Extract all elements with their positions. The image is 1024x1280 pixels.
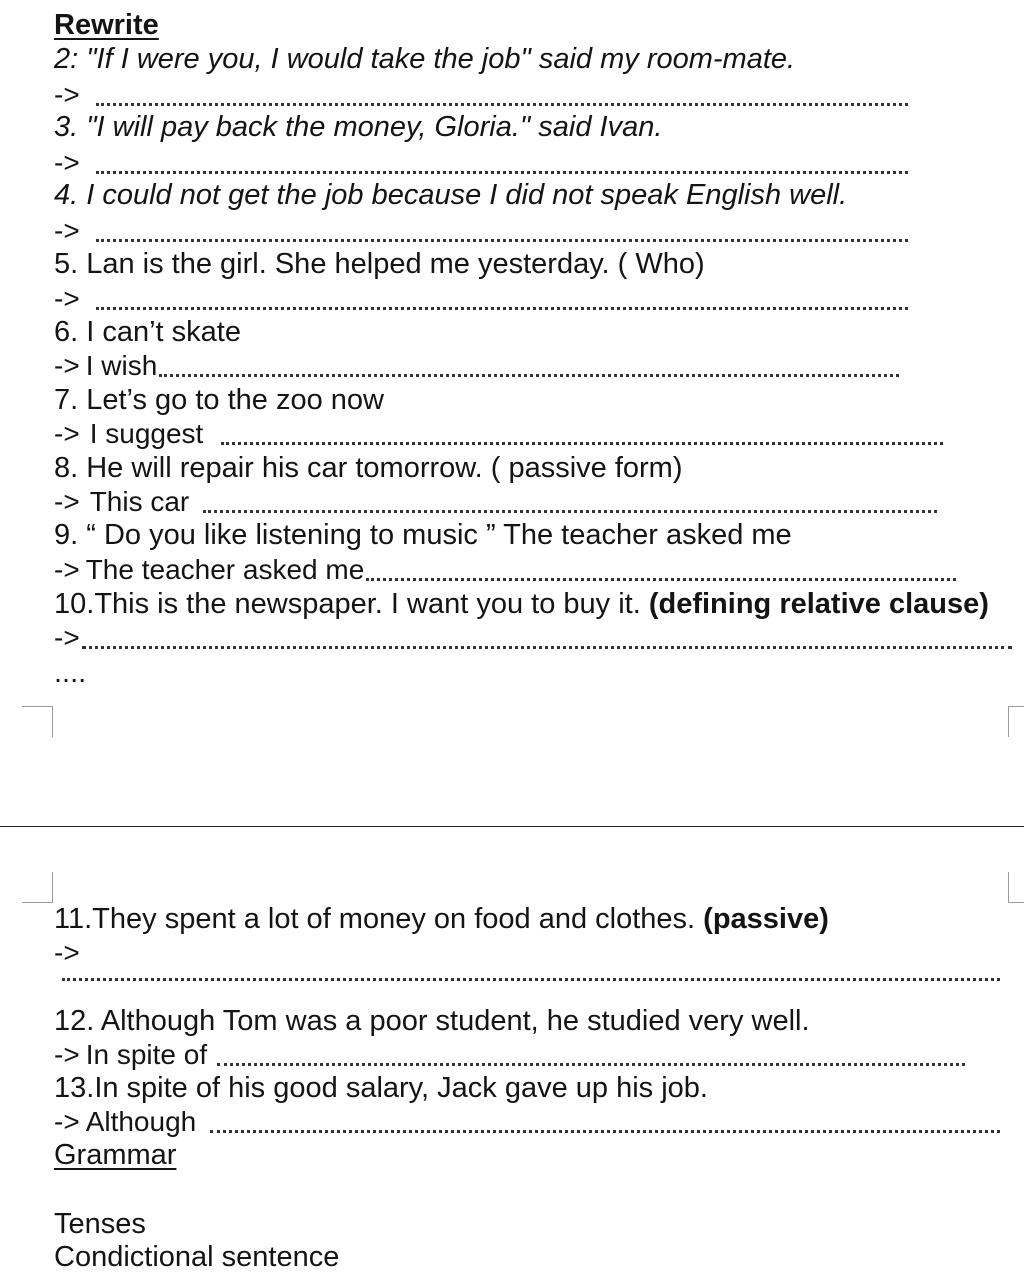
answer-line-11[interactable] (54, 936, 80, 970)
grammar-topic-conditional: Condictional sentence (54, 1241, 340, 1273)
page-separator (0, 826, 1024, 827)
answer-line-10[interactable] (54, 621, 1012, 655)
question-note: (defining relative clause) (648, 588, 989, 620)
section-heading: Rewrite (54, 9, 159, 41)
question-2: 2: "If I were you, I would take the job" said my room-mate. (54, 43, 796, 75)
arrow: -> (54, 554, 80, 585)
answer-prefix: This car (89, 486, 190, 517)
answer-blank[interactable] (62, 974, 1000, 981)
answer-line-6[interactable] (54, 349, 899, 383)
answer-line-4[interactable] (54, 214, 908, 248)
answer-blank[interactable] (217, 1059, 965, 1066)
arrow: -> (54, 1106, 80, 1137)
answer-prefix: The teacher asked me (85, 554, 365, 585)
answer-blank[interactable] (96, 303, 908, 310)
grammar-heading: Grammar (54, 1139, 177, 1171)
page-corner-mark (22, 706, 53, 737)
page-corner-mark (1008, 872, 1024, 903)
answer-blank[interactable] (96, 167, 908, 174)
question-text: 10.This is the newspaper. I want you to buy it. (54, 588, 641, 620)
question-12: 12. Although Tom was a poor student, he studied very well. (54, 1005, 810, 1037)
question-11 (54, 902, 829, 936)
question-10 (54, 587, 989, 621)
question-13: 13.In spite of his good salary, Jack gave up his job. (54, 1072, 708, 1104)
answer-blank[interactable] (96, 235, 908, 242)
question-5: 5. Lan is the girl. She helped me yesterday. ( Who) (54, 248, 705, 280)
arrow: -> (54, 215, 80, 246)
answer-blank[interactable] (203, 506, 937, 513)
answer-blank[interactable] (96, 99, 908, 106)
question-8: 8. He will repair his car tomorrow. ( passive form) (54, 452, 683, 484)
arrow: -> (54, 147, 80, 178)
answer-line-8[interactable] (54, 485, 937, 519)
answer-blank[interactable] (159, 370, 899, 377)
answer-blank[interactable] (210, 1126, 1000, 1133)
answer-line-13[interactable] (54, 1105, 1000, 1139)
question-9: 9. “ Do you like listening to music ” The teacher asked me (54, 519, 792, 551)
answer-line-3[interactable] (54, 146, 908, 180)
arrow: -> (54, 350, 80, 381)
answer-prefix: I suggest (89, 418, 204, 449)
arrow: -> (54, 79, 80, 110)
question-6: 6. I can’t skate (54, 316, 241, 348)
answer-line-2[interactable] (54, 78, 908, 112)
answer-prefix: Although (85, 1106, 197, 1137)
page-corner-mark (22, 872, 53, 903)
answer-blank[interactable] (221, 438, 943, 445)
arrow: -> (54, 622, 80, 653)
arrow: -> (54, 283, 80, 314)
arrow: -> (54, 418, 80, 449)
question-4: 4. I could not get the job because I did not speak English well. (54, 179, 848, 211)
arrow: -> (54, 486, 80, 517)
answer-line-9[interactable] (54, 553, 956, 587)
question-7: 7. Let’s go to the zoo now (54, 384, 384, 416)
page-corner-mark (1008, 706, 1024, 737)
grammar-topic-tenses: Tenses (54, 1208, 146, 1240)
answer-line-7[interactable] (54, 417, 943, 451)
answer-blank[interactable] (366, 574, 956, 581)
question-3: 3. "I will pay back the money, Gloria." said Ivan. (54, 111, 663, 143)
answer-prefix: In spite of (85, 1039, 208, 1070)
question-text: 11.They spent a lot of money on food and clothes. (54, 903, 696, 935)
arrow: -> (54, 1039, 80, 1070)
answer-line-12[interactable] (54, 1038, 965, 1072)
answer-line-5[interactable] (54, 282, 908, 316)
arrow: -> (54, 937, 80, 968)
answer-line-11-blank[interactable] (62, 972, 1000, 979)
ellipsis: .... (54, 657, 87, 689)
question-note: (passive) (703, 903, 829, 935)
answer-blank[interactable] (82, 642, 1012, 649)
answer-prefix: I wish (85, 350, 158, 381)
